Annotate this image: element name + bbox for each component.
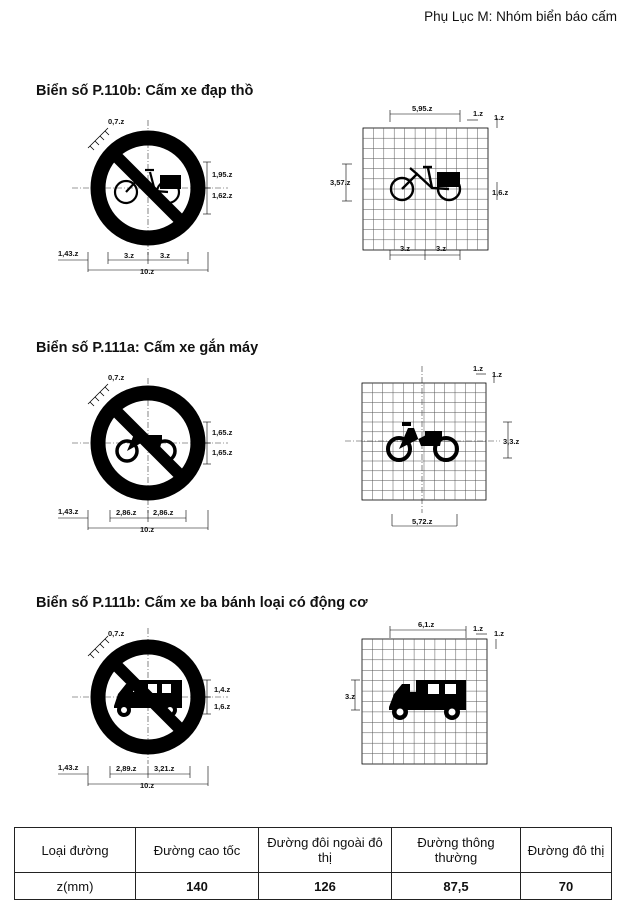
left-height: 3.z [345,692,356,701]
value-cell: 87,5 [392,873,521,900]
table-row [15,873,612,900]
z-value-table [14,827,612,900]
right-dim-top: 1,95.z [212,170,233,179]
cell-size-2: 1.z [494,629,505,638]
grid-p110b [330,104,509,260]
dim-mid-1: 2,86.z [116,508,137,517]
dim-mid-2: 3.z [160,251,171,260]
dim-edge: 1,43.z [58,249,79,258]
figure-p111a [0,358,631,538]
cell-size-1: 1.z [473,109,484,118]
right-dim-bottom: 1,62.z [212,191,233,200]
sign-p110b [58,117,233,276]
left-height: 3,57.z [330,178,351,187]
top-width: 6,1.z [418,620,435,629]
header-cell: Đường thông thường [392,828,521,873]
dim-total: 10.z [140,267,155,276]
top-width: 5,95.z [412,104,433,113]
right-height: 1,6.z [492,188,509,197]
dim-mid-2: 3,21.z [154,764,175,773]
value-cell: 70 [521,873,612,900]
header-cell: Đường đôi ngoài đô thị [259,828,392,873]
cell-size-2: 1.z [494,113,505,122]
angle-label: 0,7.z [108,117,125,126]
right-dim-bottom: 1,65.z [212,448,233,457]
table-header-row [15,828,612,873]
appendix-header: Phụ Lục M: Nhóm biển báo cấm [424,9,617,24]
header-cell: Đường cao tốc [136,828,259,873]
sign-p111a [58,373,233,534]
right-dim-bottom: 1,6.z [214,702,231,711]
section-title-p111a: Biển số P.111a: Cấm xe gắn máy [36,340,259,356]
angle-label: 0,7.z [108,373,125,382]
dim-edge: 1,43.z [58,507,79,516]
header-cell: Loại đường [15,828,136,873]
right-dim-top: 1,4.z [214,685,231,694]
value-cell: 140 [136,873,259,900]
figure-p111b [0,614,631,794]
grid-p111b [345,620,504,764]
section-title-p110b: Biển số P.110b: Cấm xe đạp thồ [36,83,254,99]
figure-p110b [0,100,631,280]
grid-p111a [345,364,520,526]
dim-total: 10.z [140,781,155,790]
cell-size-2: 1.z [492,370,503,379]
right-dim-top: 1,65.z [212,428,233,437]
header-cell: Đường đô thị [521,828,612,873]
value-cell: 126 [259,873,392,900]
bottom-dim-2: 3.z [436,244,447,253]
bottom-dim: 5,72.z [412,517,433,526]
dim-mid-2: 2,86.z [153,508,174,517]
right-height: 3,3.z [503,437,520,446]
dim-mid-1: 3.z [124,251,135,260]
dim-edge: 1,43.z [58,763,79,772]
angle-label: 0,7.z [108,629,125,638]
dim-total: 10.z [140,525,155,534]
bottom-dim-1: 3.z [400,244,411,253]
cell-size-1: 1.z [473,624,484,633]
section-title-p111b: Biển số P.111b: Cấm xe ba bánh loại có động cơ [36,595,368,611]
cell-size-1: 1.z [473,364,484,373]
dim-mid-1: 2,89.z [116,764,137,773]
sign-p111b [58,628,231,790]
motor-tricycle-icon [389,680,466,720]
row-label: z(mm) [15,873,136,900]
